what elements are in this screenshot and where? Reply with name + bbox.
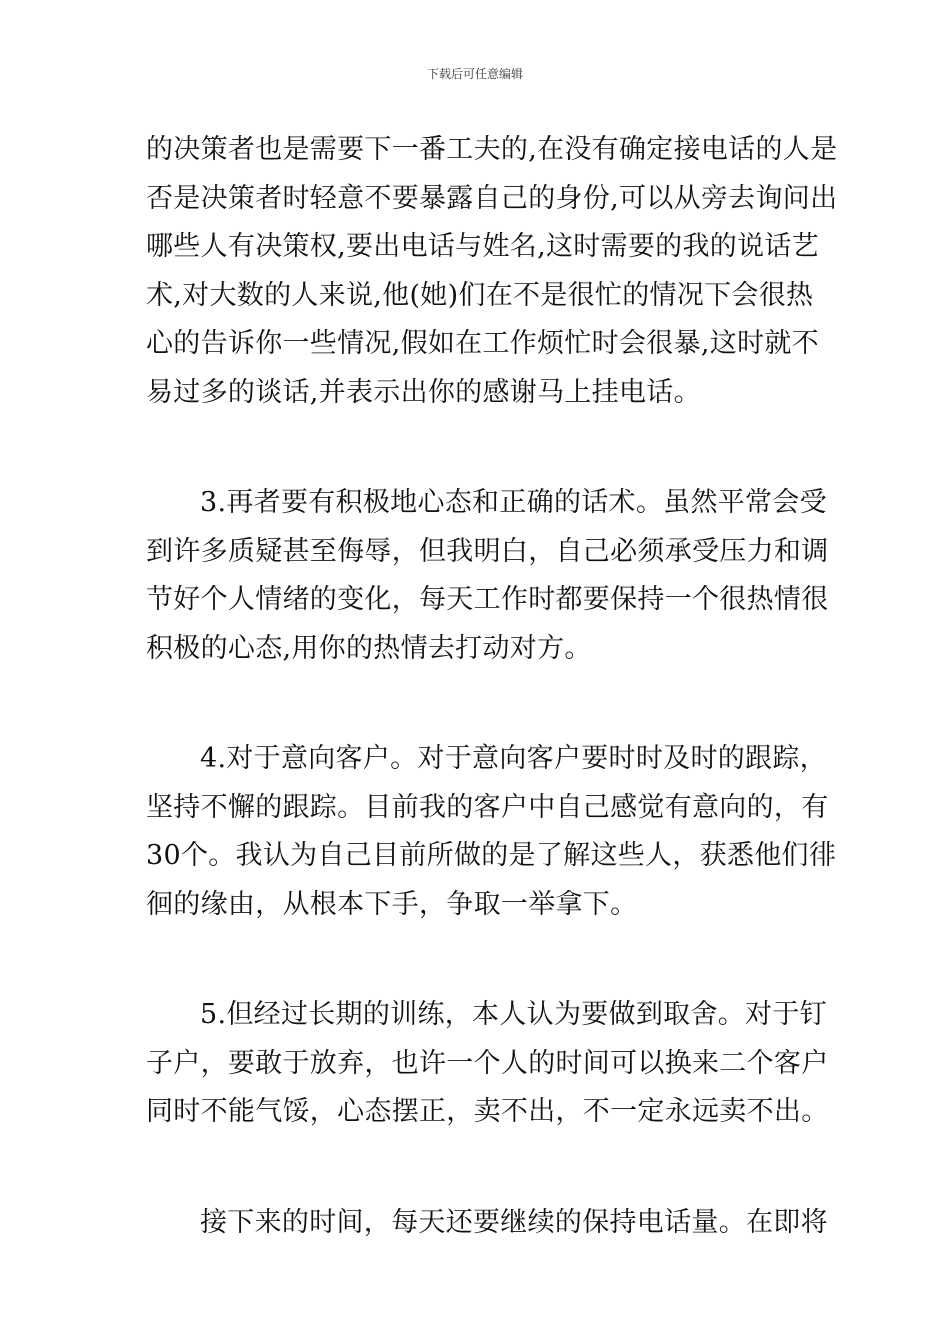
paragraph-3 (146, 735, 837, 929)
text-line: 到许多质疑甚至侮辱，但我明白，自己必须承受压力和调 (146, 535, 829, 567)
text-line: 5.但经过长期的训练，本人认为要做到取舍。对于钉 (200, 999, 827, 1030)
paragraph-spacer (146, 929, 808, 991)
text-line: 否是决策者时轻意不要暴露自己的身份,可以从旁去询问出 (146, 182, 838, 214)
text-line: 的决策者也是需要下一番工夫的,在没有确定接电话的人是 (146, 134, 838, 165)
text-line: 接下来的时间，每天还要继续的保持电话量。在即将 (200, 1206, 828, 1238)
page-header: 下载后可任意编辑 (426, 67, 523, 81)
document-body (146, 126, 838, 1247)
text-line: 3.再者要有积极地心态和正确的话术。虽然平常会受 (200, 487, 827, 518)
paragraph-spacer (146, 673, 808, 735)
paragraph-2 (146, 479, 829, 673)
text-line: 心的告诉你一些情况,假如在工作烦忙时会很暴,这时就不 (146, 328, 819, 359)
paragraph-spacer (146, 1137, 808, 1199)
text-line: 子户，要敢于放弃，也许一个人的时间可以换来二个客户 (146, 1047, 829, 1079)
text-line: 坚持不懈的跟踪。目前我的客户中自己感觉有意向的，有 (146, 791, 829, 823)
text-line: 积极的心态,用你的热情去打动对方。 (146, 632, 592, 664)
text-line: 术,对大数的人来说,他(她)们在不是很忙的情况下会很热 (146, 279, 814, 311)
text-line: 哪些人有决策权,要出电话与姓名,这时需要的我的说话艺 (146, 231, 819, 262)
paragraph-spacer (146, 417, 808, 479)
text-line: 4.对于意向客户。对于意向客户要时时及时的跟踪， (200, 743, 827, 774)
paragraph-4 (146, 991, 829, 1137)
text-line: 徊的缘由，从根本下手，争取一举拿下。 (146, 888, 638, 920)
text-line: 同时不能气馁，心态摆正，卖不出，不一定永远卖不出。 (146, 1096, 829, 1127)
text-line: 节好个人情绪的变化，每天工作时都要保持一个很热情很 (146, 584, 829, 615)
text-line: 易过多的谈话,并表示出你的感谢马上挂电话。 (146, 376, 701, 408)
paragraph-1 (146, 126, 838, 417)
paragraph-5 (146, 1199, 828, 1248)
text-line: 30个。我认为自己目前所做的是了解这些人，获悉他们徘 (146, 840, 837, 871)
